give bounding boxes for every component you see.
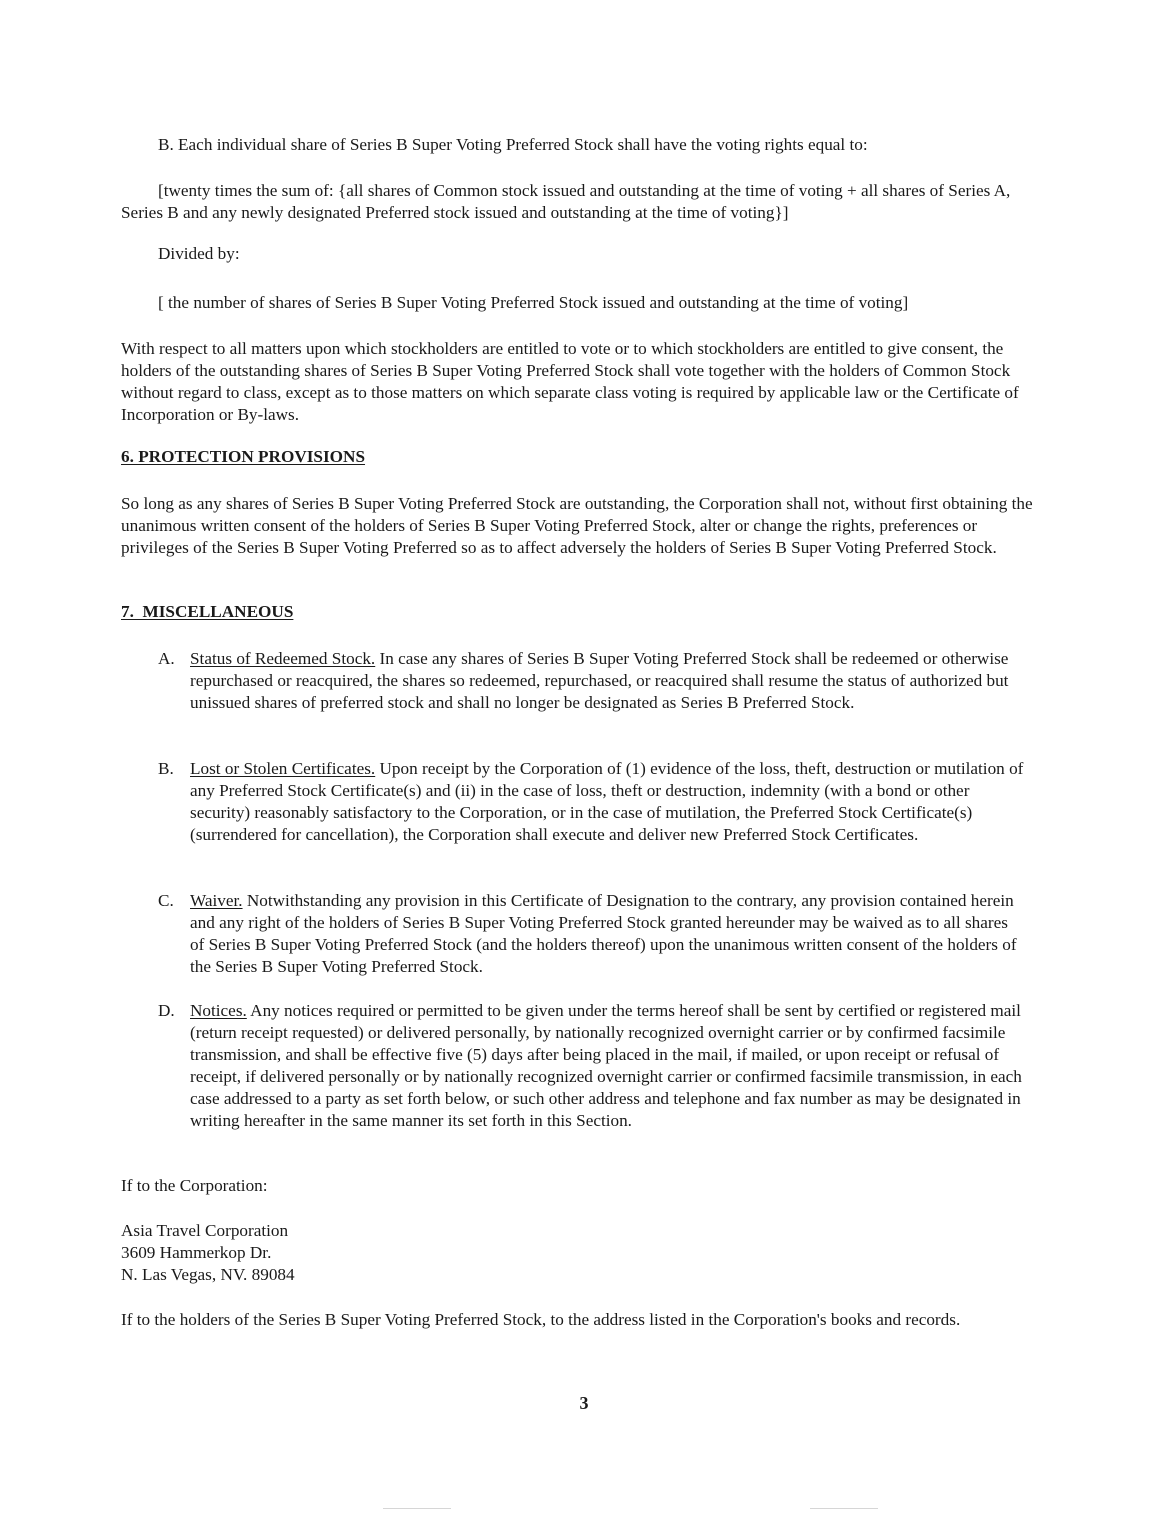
voting-rights-intro: B. Each individual share of Series B Super Voting Preferred Stock shall have the voting rights equal to: bbox=[158, 135, 868, 154]
address-line-3: N. Las Vegas, NV. 89084 bbox=[121, 1265, 295, 1284]
page-number: 3 bbox=[579, 1393, 589, 1413]
item-b-title: Lost or Stolen Certificates. bbox=[190, 759, 376, 778]
item-c-letter: C. bbox=[158, 891, 174, 910]
if-to-holders: If to the holders of the Series B Super Voting Preferred Stock, to the address listed in the Corporation's books and records. bbox=[121, 1310, 961, 1329]
address-line-2: 3609 Hammerkop Dr. bbox=[121, 1243, 272, 1262]
formula-numerator: [twenty times the sum of: {all shares of Common stock issued and outstanding at the time of voting + all shares of Series A, Series B and any newly designated Preferred stock issued and outstanding at the time of voting}] bbox=[121, 181, 1011, 222]
item-a-body: In case any shares of Series B Super Voting Preferred Stock shall be redeemed or otherwise repurchased or reacquired, the shares so redeemed, repurchased, or reacquired shall resume the status of authorized but unissued shares of preferred stock and shall no longer be designated as Series B Preferred Stock. bbox=[190, 649, 1009, 712]
item-c-paragraph bbox=[190, 890, 1025, 978]
section-6-heading: 6. PROTECTION PROVISIONS bbox=[121, 447, 366, 466]
item-d-title: Notices. bbox=[190, 1001, 247, 1020]
item-b-letter: B. bbox=[158, 759, 174, 778]
item-a-paragraph bbox=[190, 648, 1025, 714]
item-a-title: Status of Redeemed Stock. bbox=[190, 649, 376, 668]
item-c-body: Notwithstanding any provision in this Certificate of Designation to the contrary, any provision contained herein and any right of the holders of Series B Super Voting Preferred Stock granted hereunder may be waived as to all shares of Series B Super Voting Preferred Stock (and the holders thereof) upon the unanimous written consent of the holders of the Series B Super Voting Preferred Stock. bbox=[190, 891, 1017, 976]
item-b-paragraph bbox=[190, 758, 1025, 846]
formula-denominator: [ the number of shares of Series B Super Voting Preferred Stock issued and outstanding at the time of voting] bbox=[158, 293, 909, 312]
section-7-heading: 7. MISCELLANEOUS bbox=[121, 602, 294, 621]
scan-mark-left bbox=[383, 1508, 451, 1509]
item-d-letter: D. bbox=[158, 1001, 175, 1020]
scan-mark-right bbox=[810, 1508, 878, 1509]
item-b-body: Upon receipt by the Corporation of (1) evidence of the loss, theft, destruction or mutilation of any Preferred Stock Certificate(s) and (ii) in the case of loss, theft or destruction, indemnity (with a bond or other security) reasonably satisfactory to the Corporation, or in the case of mutilation, the Preferred Stock Certificate(s) (surrendered for cancellation), the Corporation shall execute and deliver new Preferred Stock Certificates. bbox=[190, 759, 1024, 844]
if-to-corporation: If to the Corporation: bbox=[121, 1176, 268, 1195]
divided-by-label: Divided by: bbox=[158, 244, 240, 263]
item-d-body: Any notices required or permitted to be given under the terms hereof shall be sent by certified or registered mail (return receipt requested) or delivered personally, by nationally recognized overnight carrier or by confirmed facsimile transmission, and shall be effective five (5) days after being placed in the mail, if mailed, or upon receipt or refusal of receipt, if delivered personally or by nationally recognized overnight carrier or confirmed facsimile transmission, in each case addressed to a party as set forth below, or such other address and telephone and fax number as may be designated in writing hereafter in the same manner its set forth in this Section. bbox=[190, 1001, 1022, 1130]
item-c-title: Waiver. bbox=[190, 891, 243, 910]
item-a-letter: A. bbox=[158, 649, 175, 668]
address-line-1: Asia Travel Corporation bbox=[121, 1221, 289, 1240]
item-d-paragraph bbox=[190, 1000, 1025, 1132]
section-6-body: So long as any shares of Series B Super Voting Preferred Stock are outstanding, the Corporation shall not, without first obtaining the unanimous written consent of the holders of Series B Super Voting Preferred Stock, alter or change the rights, preferences or privileges of the Series B Super Voting Preferred so as to affect adversely the holders of Series B Super Voting Preferred Stock. bbox=[121, 494, 1033, 557]
voting-paragraph: With respect to all matters upon which stockholders are entitled to vote or to which stockholders are entitled to give consent, the holders of the outstanding shares of Series B Super Voting Preferred Stock shall vote together with the holders of Common Stock without regard to class, except as to those matters on which separate class voting is required by applicable law or the Certificate of Incorporation or By-laws. bbox=[121, 339, 1019, 424]
